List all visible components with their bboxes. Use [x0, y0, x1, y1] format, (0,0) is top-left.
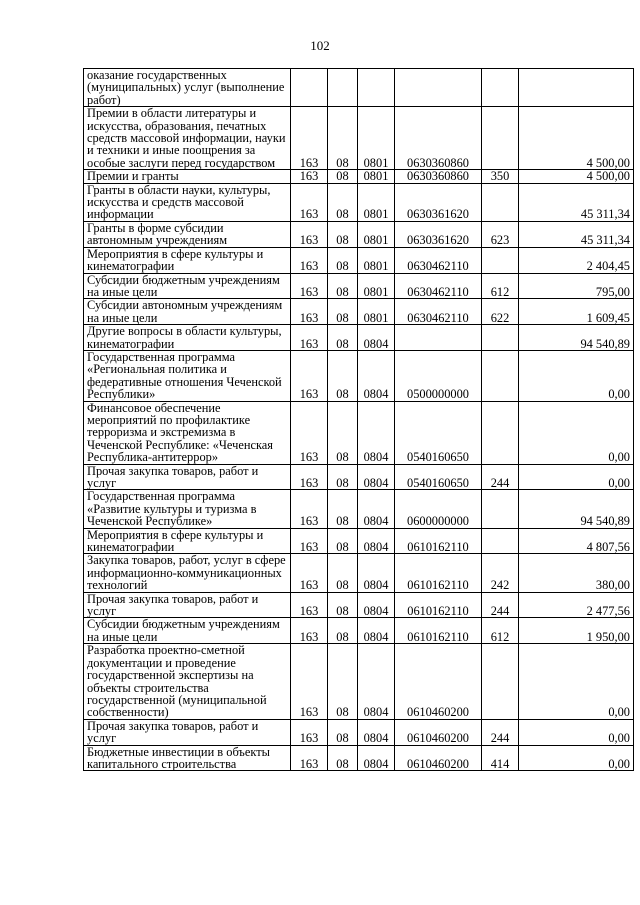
- row-target-article-cell: 0610460200: [395, 644, 482, 719]
- row-amount-cell: 0,00: [519, 350, 634, 401]
- budget-table-body: [84, 69, 634, 771]
- row-subsection-cell: [358, 69, 395, 107]
- row-section-cell: 08: [328, 247, 358, 273]
- row-amount-cell: 4 500,00: [519, 170, 634, 183]
- row-expense-type-cell: [482, 401, 519, 464]
- row-subsection-cell: 0804: [358, 644, 395, 719]
- row-section-cell: 08: [328, 401, 358, 464]
- row-subsection-cell: 0804: [358, 745, 395, 771]
- row-name-cell: Гранты в форме субсидии автономным учреждениям: [84, 221, 291, 247]
- row-amount-cell: 94 540,89: [519, 490, 634, 528]
- row-subsection-cell: 0804: [358, 325, 395, 351]
- row-section-cell: 08: [328, 183, 358, 221]
- row-grbs-cell: 163: [291, 528, 328, 554]
- table-row: [84, 183, 634, 221]
- row-target-article-cell: [395, 325, 482, 351]
- row-grbs-cell: 163: [291, 325, 328, 351]
- row-amount-cell: 1 609,45: [519, 299, 634, 325]
- row-name-cell: Прочая закупка товаров, работ и услуг: [84, 719, 291, 745]
- row-target-article-cell: 0630462110: [395, 299, 482, 325]
- row-subsection-cell: 0804: [358, 618, 395, 644]
- row-expense-type-cell: 244: [482, 719, 519, 745]
- row-name-cell: Субсидии бюджетным учреждениям на иные цели: [84, 618, 291, 644]
- row-target-article-cell: 0610162110: [395, 618, 482, 644]
- row-subsection-cell: 0801: [358, 299, 395, 325]
- row-amount-cell: 0,00: [519, 401, 634, 464]
- table-row: [84, 719, 634, 745]
- row-amount-cell: 0,00: [519, 745, 634, 771]
- row-amount-cell: 1 950,00: [519, 618, 634, 644]
- row-target-article-cell: 0540160650: [395, 464, 482, 490]
- row-amount-cell: 2 477,56: [519, 592, 634, 618]
- row-amount-cell: 0,00: [519, 719, 634, 745]
- row-name-cell: Премии и гранты: [84, 170, 291, 183]
- row-name-cell: Закупка товаров, работ, услуг в сфере информационно-коммуникационных технологий: [84, 554, 291, 592]
- row-section-cell: 08: [328, 299, 358, 325]
- row-target-article-cell: 0540160650: [395, 401, 482, 464]
- row-expense-type-cell: 242: [482, 554, 519, 592]
- row-section-cell: 08: [328, 618, 358, 644]
- row-expense-type-cell: 350: [482, 170, 519, 183]
- row-target-article-cell: 0630462110: [395, 273, 482, 299]
- row-subsection-cell: 0804: [358, 719, 395, 745]
- row-subsection-cell: 0804: [358, 490, 395, 528]
- row-subsection-cell: 0804: [358, 528, 395, 554]
- table-row: [84, 350, 634, 401]
- row-grbs-cell: 163: [291, 273, 328, 299]
- row-section-cell: 08: [328, 464, 358, 490]
- row-expense-type-cell: [482, 350, 519, 401]
- row-subsection-cell: 0801: [358, 247, 395, 273]
- row-expense-type-cell: [482, 247, 519, 273]
- row-name-cell: оказание государственных (муниципальных) услуг (выполнение работ): [84, 69, 291, 107]
- row-target-article-cell: 0630360860: [395, 170, 482, 183]
- row-section-cell: 08: [328, 273, 358, 299]
- row-expense-type-cell: 622: [482, 299, 519, 325]
- row-expense-type-cell: [482, 183, 519, 221]
- table-row: [84, 464, 634, 490]
- row-grbs-cell: 163: [291, 554, 328, 592]
- row-amount-cell: 2 404,45: [519, 247, 634, 273]
- row-expense-type-cell: [482, 528, 519, 554]
- table-row: [84, 325, 634, 351]
- table-row: [84, 299, 634, 325]
- row-amount-cell: 4 500,00: [519, 107, 634, 170]
- table-row: [84, 528, 634, 554]
- row-subsection-cell: 0801: [358, 273, 395, 299]
- row-subsection-cell: 0801: [358, 170, 395, 183]
- row-name-cell: Государственная программа «Региональная политика и федеративные отношения Чеченской Республики»: [84, 350, 291, 401]
- row-subsection-cell: 0801: [358, 107, 395, 170]
- row-expense-type-cell: [482, 107, 519, 170]
- row-section-cell: 08: [328, 350, 358, 401]
- row-section-cell: 08: [328, 107, 358, 170]
- row-expense-type-cell: 244: [482, 592, 519, 618]
- row-grbs-cell: 163: [291, 618, 328, 644]
- row-amount-cell: 94 540,89: [519, 325, 634, 351]
- row-expense-type-cell: [482, 325, 519, 351]
- row-target-article-cell: 0630361620: [395, 221, 482, 247]
- table-row: [84, 273, 634, 299]
- row-section-cell: 08: [328, 592, 358, 618]
- row-name-cell: Субсидии бюджетным учреждениям на иные цели: [84, 273, 291, 299]
- row-section-cell: 08: [328, 221, 358, 247]
- row-grbs-cell: 163: [291, 745, 328, 771]
- row-grbs-cell: [291, 69, 328, 107]
- row-name-cell: Гранты в области науки, культуры, искусства и средств массовой информации: [84, 183, 291, 221]
- row-section-cell: 08: [328, 554, 358, 592]
- row-subsection-cell: 0804: [358, 464, 395, 490]
- row-grbs-cell: 163: [291, 170, 328, 183]
- row-name-cell: Бюджетные инвестиции в объекты капитального строительства: [84, 745, 291, 771]
- row-grbs-cell: 163: [291, 464, 328, 490]
- row-grbs-cell: 163: [291, 490, 328, 528]
- row-subsection-cell: 0804: [358, 592, 395, 618]
- row-amount-cell: 0,00: [519, 464, 634, 490]
- table-row: [84, 554, 634, 592]
- table-row: [84, 745, 634, 771]
- row-grbs-cell: 163: [291, 107, 328, 170]
- row-target-article-cell: 0610162110: [395, 528, 482, 554]
- row-grbs-cell: 163: [291, 350, 328, 401]
- row-expense-type-cell: 414: [482, 745, 519, 771]
- row-target-article-cell: 0500000000: [395, 350, 482, 401]
- row-grbs-cell: 163: [291, 644, 328, 719]
- row-grbs-cell: 163: [291, 183, 328, 221]
- row-target-article-cell: [395, 69, 482, 107]
- row-amount-cell: 45 311,34: [519, 183, 634, 221]
- row-target-article-cell: 0610460200: [395, 719, 482, 745]
- row-name-cell: Финансовое обеспечение мероприятий по профилактике терроризма и экстремизма в Чеченской Республике: «Чеченская Республика-антитеррор»: [84, 401, 291, 464]
- row-section-cell: 08: [328, 170, 358, 183]
- row-target-article-cell: 0610460200: [395, 745, 482, 771]
- table-row: [84, 247, 634, 273]
- row-amount-cell: [519, 69, 634, 107]
- row-section-cell: 08: [328, 719, 358, 745]
- row-grbs-cell: 163: [291, 719, 328, 745]
- row-target-article-cell: 0630462110: [395, 247, 482, 273]
- row-name-cell: Премии в области литературы и искусства, образования, печатных средств массовой информации, науки и техники и иные поощрения за особые заслуги перед государством: [84, 107, 291, 170]
- row-grbs-cell: 163: [291, 299, 328, 325]
- table-row: [84, 490, 634, 528]
- row-name-cell: Прочая закупка товаров, работ и услуг: [84, 464, 291, 490]
- row-grbs-cell: 163: [291, 592, 328, 618]
- row-target-article-cell: 0630360860: [395, 107, 482, 170]
- row-grbs-cell: 163: [291, 221, 328, 247]
- row-amount-cell: 795,00: [519, 273, 634, 299]
- row-name-cell: Субсидии автономным учреждениям на иные цели: [84, 299, 291, 325]
- row-name-cell: Мероприятия в сфере культуры и кинематографии: [84, 528, 291, 554]
- row-target-article-cell: 0630361620: [395, 183, 482, 221]
- table-row: [84, 401, 634, 464]
- row-amount-cell: 0,00: [519, 644, 634, 719]
- row-expense-type-cell: [482, 644, 519, 719]
- table-row: [84, 69, 634, 107]
- table-row: [84, 107, 634, 170]
- row-section-cell: 08: [328, 325, 358, 351]
- row-name-cell: Прочая закупка товаров, работ и услуг: [84, 592, 291, 618]
- row-name-cell: Разработка проектно-сметной документации и проведение государственной экспертизы на объекты строительства государственной (муниципальной собственности): [84, 644, 291, 719]
- row-amount-cell: 4 807,56: [519, 528, 634, 554]
- page-number: 102: [310, 38, 330, 53]
- row-grbs-cell: 163: [291, 247, 328, 273]
- table-row: [84, 170, 634, 183]
- table-row: [84, 644, 634, 719]
- row-amount-cell: 380,00: [519, 554, 634, 592]
- budget-table: [83, 68, 634, 771]
- table-row: [84, 221, 634, 247]
- row-name-cell: Другие вопросы в области культуры, кинематографии: [84, 325, 291, 351]
- row-expense-type-cell: [482, 490, 519, 528]
- row-expense-type-cell: [482, 69, 519, 107]
- row-expense-type-cell: 612: [482, 273, 519, 299]
- row-expense-type-cell: 623: [482, 221, 519, 247]
- row-subsection-cell: 0804: [358, 350, 395, 401]
- row-section-cell: 08: [328, 490, 358, 528]
- row-amount-cell: 45 311,34: [519, 221, 634, 247]
- table-row: [84, 618, 634, 644]
- row-section-cell: [328, 69, 358, 107]
- row-grbs-cell: 163: [291, 401, 328, 464]
- row-subsection-cell: 0801: [358, 183, 395, 221]
- row-target-article-cell: 0610162110: [395, 554, 482, 592]
- row-target-article-cell: 0610162110: [395, 592, 482, 618]
- row-expense-type-cell: 244: [482, 464, 519, 490]
- row-section-cell: 08: [328, 528, 358, 554]
- row-subsection-cell: 0801: [358, 221, 395, 247]
- row-subsection-cell: 0804: [358, 401, 395, 464]
- row-expense-type-cell: 612: [482, 618, 519, 644]
- row-section-cell: 08: [328, 745, 358, 771]
- table-row: [84, 592, 634, 618]
- row-name-cell: Государственная программа «Развитие культуры и туризма в Чеченской Республике»: [84, 490, 291, 528]
- row-name-cell: Мероприятия в сфере культуры и кинематографии: [84, 247, 291, 273]
- row-section-cell: 08: [328, 644, 358, 719]
- row-subsection-cell: 0804: [358, 554, 395, 592]
- row-target-article-cell: 0600000000: [395, 490, 482, 528]
